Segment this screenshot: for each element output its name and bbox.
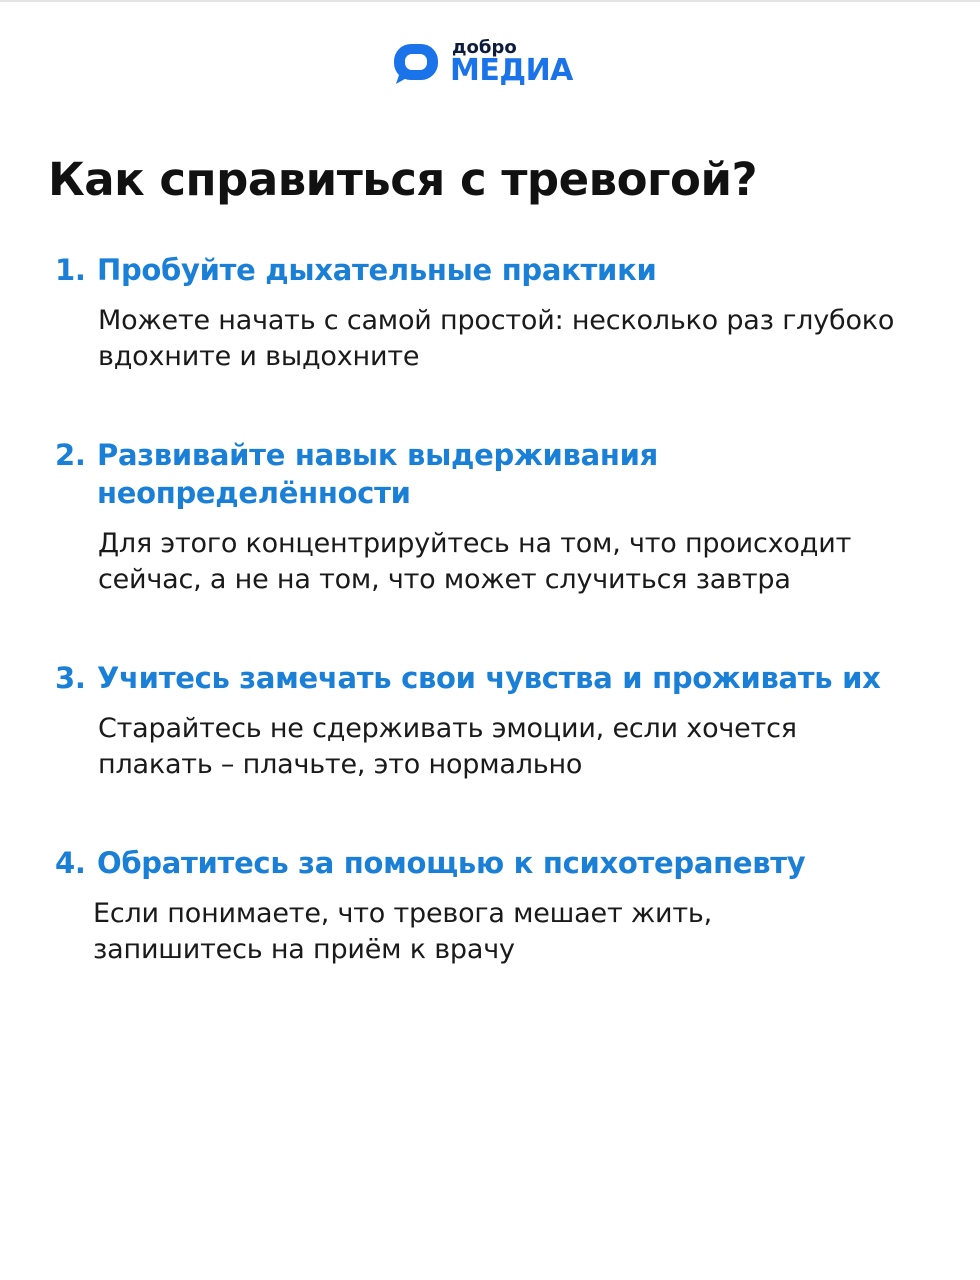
speech-bubble-icon <box>392 42 442 86</box>
tip-number: 4. <box>55 846 86 880</box>
tip-title: Учитесь замечать свои чувства и проживать их <box>97 661 881 695</box>
tip-title: Пробуйте дыхательные практики <box>97 253 657 287</box>
tip-heading <box>55 251 935 289</box>
tip-title: Развивайте навык выдерживания неопределённости <box>97 438 658 510</box>
tip-heading <box>55 436 935 512</box>
tip-heading <box>55 844 935 882</box>
tip-number: 2. <box>55 438 86 472</box>
tip-body: Можете начать с самой простой: несколько раз глубоко вдохните и выдохните <box>98 305 895 372</box>
tip-item-3 <box>55 659 935 783</box>
tip-title: Обратитесь за помощью к психотерапевту <box>97 846 806 880</box>
tip-body: Для этого концентрируйтесь на том, что происходит сейчас, а не на том, что может случиться завтра <box>98 528 852 595</box>
tip-item-2 <box>55 436 935 598</box>
page-title: Как справиться с тревогой? <box>48 153 758 206</box>
dobro-media-logo <box>392 38 592 90</box>
logo-text-media: МЕДИА <box>450 53 573 88</box>
tip-heading <box>55 659 935 697</box>
logo-text-dobro: добро <box>452 37 517 58</box>
tip-body: Старайтесь не сдерживать эмоции, если хочется плакать – плачьте, это нормально <box>98 713 797 780</box>
tip-item-1 <box>55 251 935 375</box>
tip-number: 1. <box>55 253 86 287</box>
tip-number: 3. <box>55 661 86 695</box>
top-divider <box>0 0 980 2</box>
tip-item-4 <box>55 844 935 968</box>
tip-body: Если понимаете, что тревога мешает жить, запишитесь на приём к врачу <box>93 898 712 965</box>
